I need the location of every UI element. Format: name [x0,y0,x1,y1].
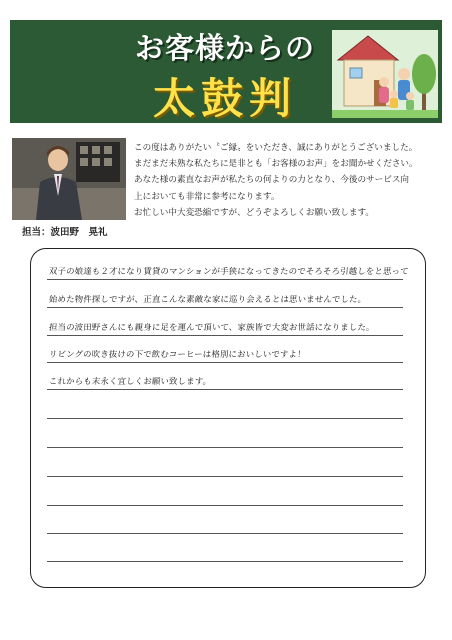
staff-name-caption: 担当：波田野 晃礼 [22,227,108,238]
header-banner [10,20,442,123]
intro-line: お忙しい中大変恐縮ですが、どうぞよろしくお願い致します。 [134,207,374,218]
ruled-line [47,362,403,363]
ruled-line [47,307,403,308]
intro-line: まだまだ未熟な私たちに是非とも「お客様のお声」をお聞かせください。 [134,159,418,170]
banner-title-line1: お客様からの [134,31,315,65]
ruled-line [47,389,403,390]
ruled-line [47,476,403,477]
intro-line: あなた様の素直なお声が私たちの何よりの力となり、今後のサービス向 [134,175,410,186]
staff-photo [12,138,126,220]
ruled-line [47,418,403,419]
handwritten-comment-line: これからも末永く宜しくお願い致します。 [48,376,212,386]
handwritten-comment-line: リビングの吹き抜けの下で飲むコーヒーは格別においしいですよ！ [48,349,307,359]
customer-comment-box [30,248,426,588]
ruled-line [47,561,403,562]
ruled-line [47,335,403,336]
intro-line: 上においても非常に参考になります。 [134,191,280,202]
handwritten-comment-line: 始めた物件探しですが、正直こんな素敵な家に巡り会えるとは思いませんでした。 [48,294,367,304]
family-house-illustration [332,30,438,118]
ruled-line [47,447,403,448]
banner-title-line2: 太鼓判 [152,74,297,123]
intro-line: この度はありがたい〝ご縁〟をいただき、誠にありがとうございました。 [134,143,418,153]
ruled-line [47,505,403,506]
ruled-line [47,279,403,280]
handwritten-comment-line: 双子の娘達も２才になり賃貸のマンションが手狭になってきたのでそろそろ引越しをと思って [48,266,410,276]
intro-message [134,140,446,221]
handwritten-comment-line: 担当の波田野さんにも親身に足を運んで頂いて、家族皆で大変お世話になりました。 [48,322,376,332]
ruled-line [47,533,403,534]
